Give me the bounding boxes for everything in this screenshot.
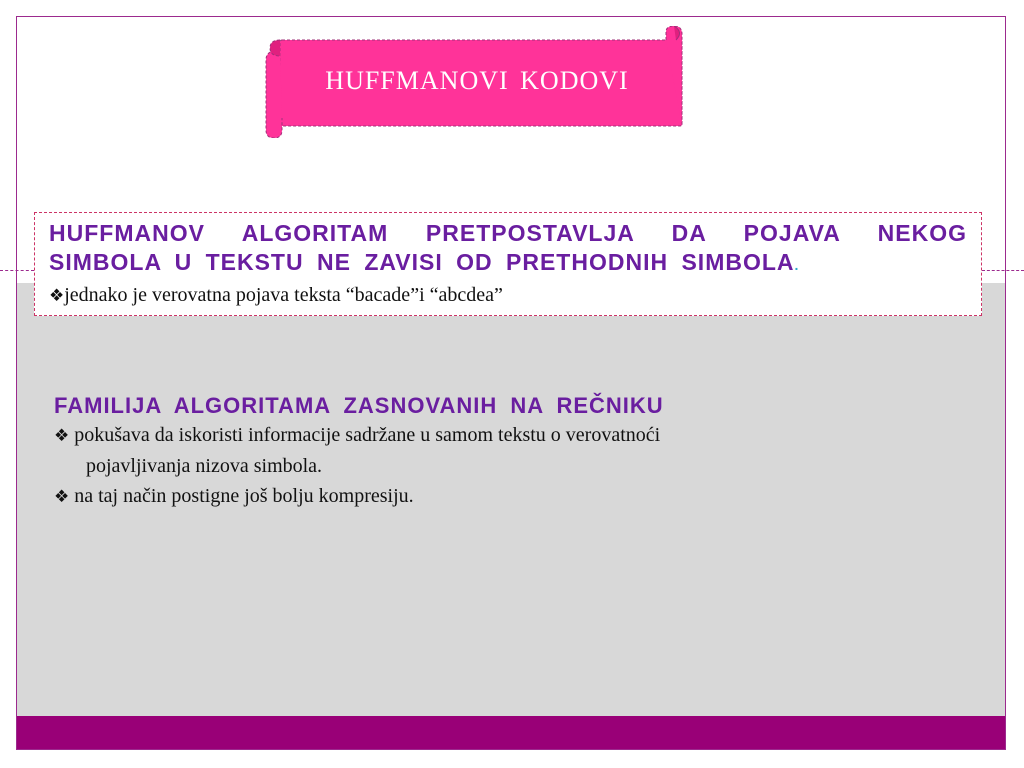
title-banner: [264, 26, 684, 138]
section2-heading: FAMILIJA ALGORITAMA ZASNOVANIH NA REČNIKU: [54, 393, 664, 418]
section2-bullet1: [54, 420, 974, 451]
divider-left: [0, 270, 34, 271]
diamond-bullet-icon: ❖: [49, 286, 65, 305]
section1-heading-line2-text: SIMBOLA U TEKSTU NE ZAVISI OD PRETHODNIH SIMBOLA: [49, 249, 795, 275]
section1-heading-line1: HUFFMANOV ALGORITAM PRETPOSTAVLJA DA POJAVA NEKOG: [49, 220, 967, 246]
section1-heading-line2: [49, 248, 967, 280]
slide-title: HUFFMANOVI KODOVI: [325, 66, 629, 95]
divider-right: [982, 270, 1024, 271]
section2-bullet1-line1: pokušava da iskoristi informacije sadržane u samom tekstu o verovatnoći: [74, 424, 661, 446]
section-huffman: [34, 212, 982, 316]
section-dictionary: [54, 392, 974, 512]
section1-bullet: [49, 282, 967, 309]
section2-bullet1-continuation: pojavljivanja nizova simbola.: [86, 455, 323, 477]
diamond-bullet-icon: ❖: [54, 426, 70, 445]
section1-bullet-text: jednako je verovatna pojava teksta “bacade”i “abcdea”: [64, 284, 503, 306]
bottom-bar: [17, 716, 1005, 749]
section2-bullet2-text: na taj način postigne još bolju kompresiju.: [74, 485, 414, 507]
diamond-bullet-icon: ❖: [54, 487, 70, 506]
section2-bullet2: [54, 481, 974, 512]
section1-heading-end: .: [794, 257, 800, 273]
